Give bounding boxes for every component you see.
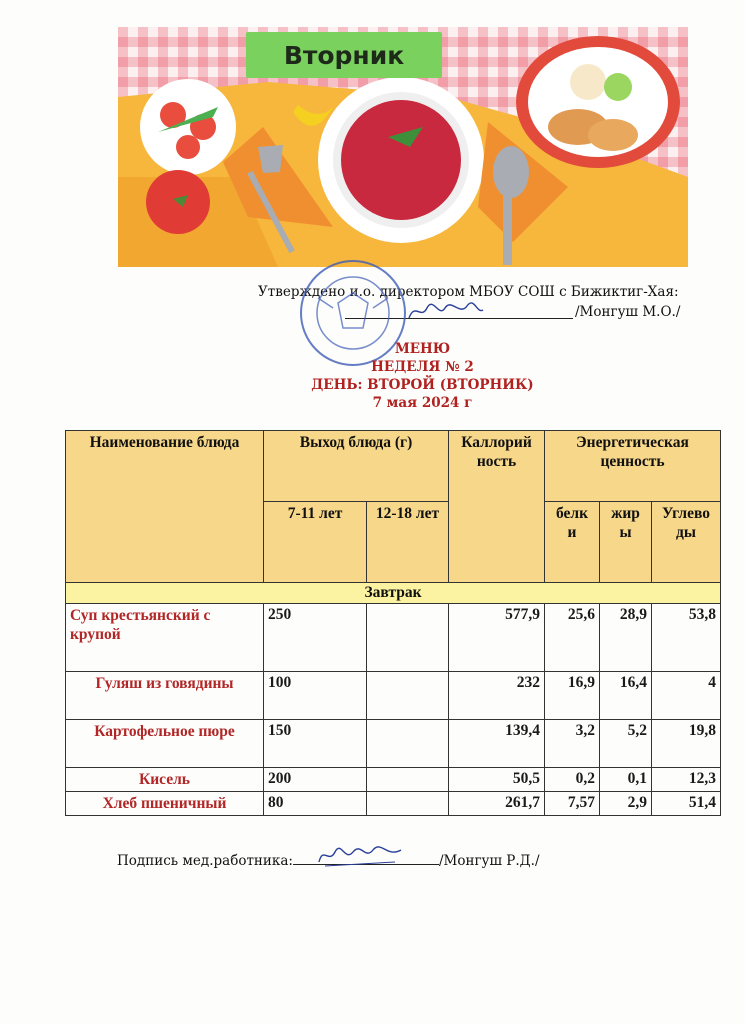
calories-value: 50,5 [449, 768, 545, 792]
medical-signature-label: Подпись мед.работника: [117, 853, 293, 869]
header-dish-name: Наименование блюда [66, 431, 264, 583]
header-age-12-18: 12-18 лет [367, 502, 449, 583]
menu-table [65, 430, 721, 816]
output-12-18 [367, 672, 449, 720]
heading-menu: МЕНЮ [394, 341, 451, 357]
header-output: Выход блюда (г) [264, 431, 449, 502]
header-calories: Каллорийность [449, 431, 545, 583]
calories-value: 577,9 [449, 604, 545, 672]
carbs-value: 12,3 [652, 768, 721, 792]
header-energy: Энергетическая ценность [545, 431, 721, 502]
carbs-value: 4 [652, 672, 721, 720]
menu-heading [0, 340, 745, 412]
proteins-value: 7,57 [545, 792, 600, 816]
output-7-11: 200 [264, 768, 367, 792]
dish-name: Гуляш из говядины [66, 672, 264, 720]
output-12-18 [367, 604, 449, 672]
carbs-value: 53,8 [652, 604, 721, 672]
calories-value: 232 [449, 672, 545, 720]
medical-signature [315, 842, 405, 868]
calories-value: 261,7 [449, 792, 545, 816]
medical-signature-row [117, 850, 540, 869]
heading-date: 7 мая 2024 г [372, 395, 473, 411]
dish-name: Хлеб пшеничный [66, 792, 264, 816]
header-proteins: белки [545, 502, 600, 583]
carbs-value: 51,4 [652, 792, 721, 816]
dish-name: Картофельное пюре [66, 720, 264, 768]
fats-value: 0,1 [600, 768, 652, 792]
table-row [66, 604, 721, 672]
director-name: /Монгуш М.О./ [575, 304, 681, 320]
table-row [66, 792, 721, 816]
dish-name: Кисель [66, 768, 264, 792]
fats-value: 5,2 [600, 720, 652, 768]
output-12-18 [367, 720, 449, 768]
table-row [66, 672, 721, 720]
header-fats: жиры [600, 502, 652, 583]
day-title: Вторник [246, 32, 442, 78]
output-7-11: 250 [264, 604, 367, 672]
heading-day: ДЕНЬ: ВТОРОЙ (ВТОРНИК) [311, 377, 534, 393]
proteins-value: 25,6 [545, 604, 600, 672]
fats-value: 28,9 [600, 604, 652, 672]
dish-name: Суп крестьянский с крупой [66, 604, 264, 672]
header-banner [118, 27, 688, 267]
output-12-18 [367, 768, 449, 792]
output-7-11: 80 [264, 792, 367, 816]
proteins-value: 3,2 [545, 720, 600, 768]
output-12-18 [367, 792, 449, 816]
proteins-value: 0,2 [545, 768, 600, 792]
header-age-7-11: 7-11 лет [264, 502, 367, 583]
fats-value: 16,4 [600, 672, 652, 720]
heading-week: НЕДЕЛЯ № 2 [371, 359, 474, 375]
proteins-value: 16,9 [545, 672, 600, 720]
carbs-value: 19,8 [652, 720, 721, 768]
section-breakfast: Завтрак [66, 583, 721, 604]
medical-worker-name: /Монгуш Р.Д./ [438, 853, 540, 869]
table-row [66, 720, 721, 768]
calories-value: 139,4 [449, 720, 545, 768]
fats-value: 2,9 [600, 792, 652, 816]
output-7-11: 100 [264, 672, 367, 720]
table-row [66, 768, 721, 792]
approval-text: Утверждено и.о. директором МБОУ СОШ с Бижиктиг-Хая: [258, 284, 679, 300]
header-carbs: Углеводы [652, 502, 721, 583]
signature-line [293, 850, 439, 865]
output-7-11: 150 [264, 720, 367, 768]
